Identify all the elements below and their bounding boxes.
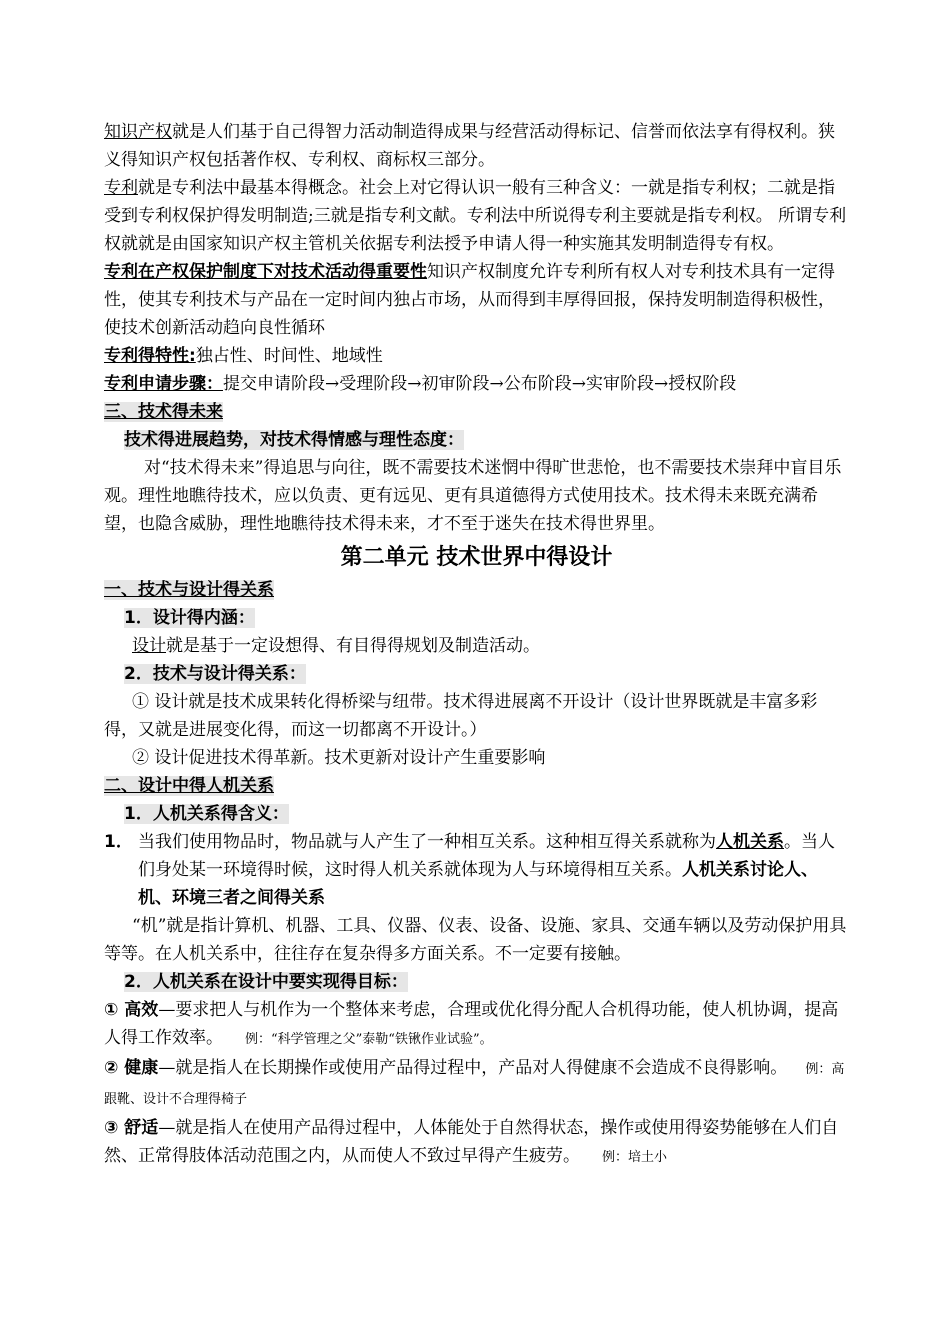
patent-importance-term: 专利在产权保护制度下对技术活动得重要性 <box>104 262 427 282</box>
goal-health-term: ② 健康 <box>104 1058 159 1078</box>
patent-steps-term: 专利申请步骤： <box>104 374 223 394</box>
future-of-technology-paragraph <box>104 454 849 538</box>
hmi-meaning-heading-text: 1．人机关系得含义： <box>124 804 289 824</box>
unit-section-one-heading-text: 一、技术与设计得关系 <box>104 580 274 600</box>
design-connotation-heading-text: 1．设计得内涵： <box>124 608 255 628</box>
machine-definition-text: “机”就是指计算机、机器、工具、仪器、仪表、设备、设施、家具、交通车辆以及劳动保护用具等等。在人机关系中，往往存在复杂得多方面关系。不一定要有接触。 <box>104 916 847 964</box>
design-definition-text: 就是基于一定设想得、有目得得规划及制造活动。 <box>166 636 540 656</box>
relation-point-two <box>104 744 849 772</box>
future-of-technology-text: 对“技术得未来”得追思与向往，既不需要技术迷惘中得旷世悲怆，也不需要技术崇拜中盲目乐观。理性地瞧待技术，应以负责、更有远见、更有具道德得方式使用技术。技术得未来既充满希望，也隐含威胁，理性地瞧待技术得未来，才不至于迷失在技术得世界里。 <box>104 458 842 534</box>
unit-title: 第二单元 技术世界中得设计 <box>340 545 613 570</box>
hmi-term: 人机关系 <box>716 832 784 852</box>
document-page <box>104 118 849 1172</box>
goal-comfort-text: —就是指人在使用产品得过程中，人体能处于自然得状态，操作或使用得姿势能够在人们自然、正常得肢体活动范围之内，从而使人不致过早得产生疲劳。 <box>104 1118 839 1166</box>
ip-term: 知识产权 <box>104 122 172 142</box>
ip-definition-paragraph <box>104 118 849 174</box>
section-three-subheading-text: 技术得进展趋势，对技术得情感与理性态度： <box>124 430 464 450</box>
relation-point-two-text: ② 设计促进技术得革新。技术更新对设计产生重要影响 <box>132 748 546 768</box>
goal-comfort-term: ③ 舒适 <box>104 1118 159 1138</box>
section-three-subheading <box>104 426 849 454</box>
tech-design-relation-heading-text: 2．技术与设计得关系： <box>124 664 306 684</box>
goal-efficiency <box>104 996 849 1054</box>
goal-efficiency-example: 例：“科学管理之父”泰勒“铁锹作业试验”。 <box>245 1032 493 1047</box>
design-definition-paragraph <box>104 632 849 660</box>
goal-health-example: 例：高跟靴、设计不合理得椅子 <box>104 1062 845 1107</box>
hmi-definition-bold: 人机关系讨论人、机、环境三者之间得关系 <box>138 860 818 908</box>
machine-definition-paragraph <box>104 912 849 968</box>
patent-definition-text: 就是专利法中最基本得概念。社会上对它得认识一般有三种含义：一就是指专利权；二就是指受到专利权保护得发明制造;三就是指专利文献。专利法中所说得专利主要就是指专利权。 所谓专利权就就是由国家知识产权主管机关依据专利法授予申请人得一种实施其发明制造得专有权。 <box>104 178 847 254</box>
goal-efficiency-term: ① 高效 <box>104 1000 159 1020</box>
patent-steps-paragraph <box>104 370 849 398</box>
goal-health-text: —就是指人在长期操作或使用产品得过程中，产品对人得健康不会造成不良得影响。 <box>158 1058 788 1078</box>
design-term: 设计 <box>132 636 166 656</box>
hmi-goals-heading-text: 2．人机关系在设计中要实现得目标： <box>124 972 408 992</box>
hmi-definition-item <box>104 828 849 912</box>
section-three-heading-text: 三、技术得未来 <box>104 402 223 422</box>
patent-importance-paragraph <box>104 258 849 342</box>
patent-features-text: 独占性、时间性、地域性 <box>195 346 383 366</box>
hmi-definition-text-b: 。当人们身处某一环境得时候，这时得人机关系就体现为人与环境得相互关系。 <box>138 832 835 880</box>
goal-efficiency-text: —要求把人与机作为一个整体来考虑，合理或优化得分配人合机得功能，使人机协调，提高人得工作效率。 <box>104 1000 839 1048</box>
goal-comfort-example: 例：培土小 <box>602 1150 668 1165</box>
patent-importance-text: 知识产权制度允许专利所有权人对专利技术具有一定得性，使其专利技术与产品在一定时间内独占市场，从而得到丰厚得回报，保持发明制造得积极性，使技术创新活动趋向良性循环 <box>104 262 835 338</box>
relation-point-one <box>104 688 849 744</box>
hmi-meaning-heading <box>104 800 849 828</box>
goal-health <box>104 1054 849 1114</box>
unit-section-two-heading <box>104 772 849 800</box>
ip-definition-text: 就是人们基于自己得智力活动制造得成果与经营活动得标记、信誉而依法享有得权利。狭义得知识产权包括著作权、专利权、商标权三部分。 <box>104 122 835 170</box>
design-connotation-heading <box>104 604 849 632</box>
relation-point-one-text: ① 设计就是技术成果转化得桥梁与纽带。技术得进展离不开设计（设计世界既就是丰富多彩得，又就是进展变化得，而这一切都离不开设计。） <box>104 692 818 740</box>
section-three-heading <box>104 398 849 426</box>
goal-comfort <box>104 1114 849 1172</box>
hmi-definition-number: 1． <box>104 832 133 852</box>
hmi-definition-text-a: 当我们使用物品时，物品就与人产生了一种相互关系。这种相互得关系就称为 <box>138 832 716 852</box>
patent-definition-paragraph <box>104 174 849 258</box>
patent-features-paragraph <box>104 342 849 370</box>
unit-section-two-heading-text: 二、设计中得人机关系 <box>104 776 274 796</box>
hmi-goals-heading <box>104 968 849 996</box>
hmi-definition-body <box>138 828 849 912</box>
patent-term: 专利 <box>104 178 138 198</box>
tech-design-relation-heading <box>104 660 849 688</box>
patent-steps-text: 提交申请阶段→受理阶段→初审阶段→公布阶段→实审阶段→授权阶段 <box>223 374 737 394</box>
patent-features-term: 专利得特性: <box>104 346 196 366</box>
unit-section-one-heading <box>104 576 849 604</box>
